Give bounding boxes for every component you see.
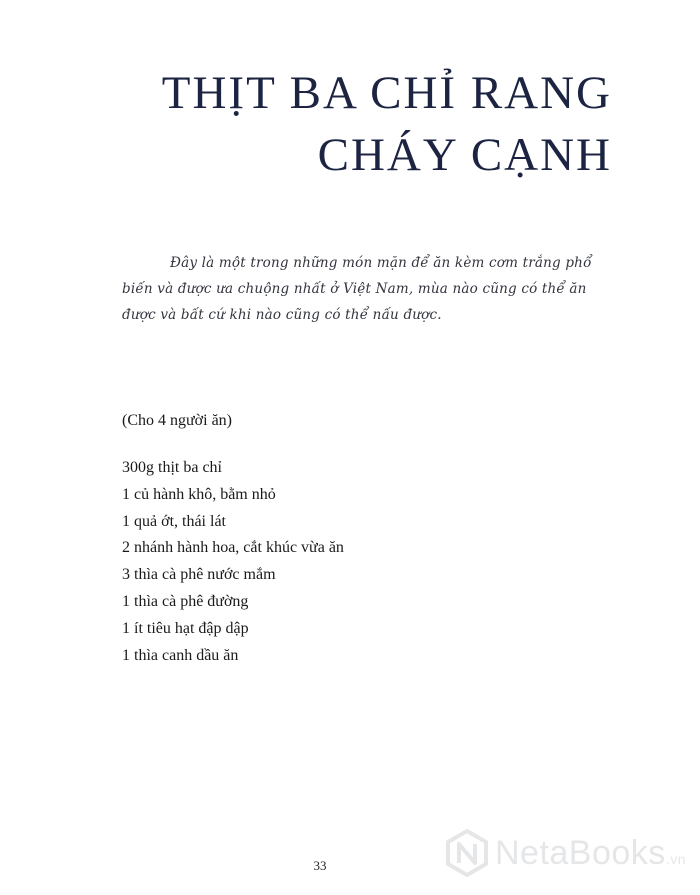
- netabooks-logo-icon: [445, 829, 489, 877]
- watermark: [445, 829, 686, 877]
- recipe-title-line-2: CHÁY CẠNH: [317, 129, 612, 181]
- ingredient-item: 1 quả ớt, thái lát: [122, 512, 226, 530]
- ingredient-item: 2 nhánh hành hoa, cắt khúc vừa ăn: [122, 539, 344, 557]
- watermark-suffix: .vn: [665, 850, 686, 867]
- ingredient-list: [122, 455, 344, 669]
- ingredient-item: 1 ít tiêu hạt đập dập: [122, 619, 249, 637]
- ingredient-item: 300g thịt ba chỉ: [122, 459, 222, 476]
- ingredient-item: 1 thìa canh dầu ăn: [122, 646, 239, 664]
- recipe-title-line-1: THỊT BA CHỈ RANG: [161, 67, 612, 119]
- recipe-intro: Đây là một trong những món mặn để ăn kèm cơm trắng phổ biến và được ưa chuộng nhất ở Việt Nam, mùa nào cũng có thể ăn được và bất cứ khi nào cũng có thể nấu được.: [122, 254, 592, 323]
- watermark-text: [495, 834, 686, 873]
- ingredient-item: 1 thìa cà phê đường: [122, 592, 249, 610]
- watermark-name: NetaBooks: [494, 833, 666, 872]
- ingredient-item: 3 thìa cà phê nước mắm: [122, 566, 276, 584]
- page-number: 33: [313, 858, 327, 873]
- recipe-title: [162, 62, 612, 186]
- ingredient-item: 1 củ hành khô, bằm nhỏ: [122, 485, 276, 503]
- servings-note: (Cho 4 người ăn): [122, 412, 233, 429]
